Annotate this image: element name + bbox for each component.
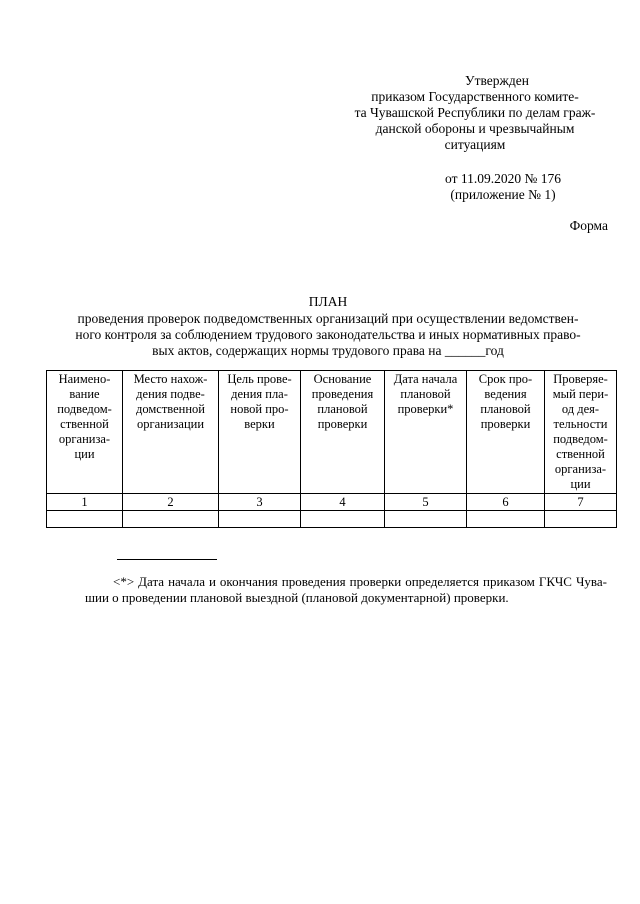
table-cell [47,511,123,528]
document-title [48,294,608,359]
footnote-divider [117,559,217,560]
title-heading: ПЛАН [308,294,348,309]
approval-line: Утвержден [465,73,529,88]
column-number: 3 [219,494,301,511]
column-number: 5 [385,494,467,511]
footnote: <*> Дата начала и окончания проведения проверки определяется приказом ГКЧС Чува-шии о проведении плановой выездной (плановой документарной) проверки. [85,574,607,605]
approval-block [340,73,610,203]
title-line: вых актов, содержащих нормы трудового права на ______год [152,343,504,358]
column-number-row [47,494,617,511]
column-number: 4 [301,494,385,511]
column-header: Проверяе-мый пери-од дея-тельности подведом-ственной организа-ции [545,371,617,494]
approval-line: та Чувашской Республики по делам граж- [354,105,596,120]
table-cell [467,511,545,528]
column-number: 2 [123,494,219,511]
title-line: проведения проверок подведомственных организаций при осуществлении ведомствен- [77,311,579,326]
title-line: ного контроля за соблюдением трудового законодательства и иных нормативных право- [75,327,581,342]
table-cell [123,511,219,528]
approval-date: от 11.09.2020 № 176 [445,171,561,186]
column-number: 1 [47,494,123,511]
approval-line: ситуациям [444,137,506,152]
plan-table [46,370,617,528]
approval-line: приказом Государственного комите- [371,89,579,104]
table-header-row [47,371,617,494]
column-header: Наимено-вание подведом-ственной организа-ции [47,371,123,494]
column-number: 6 [467,494,545,511]
approval-appendix: (приложение № 1) [450,187,556,202]
table-cell [219,511,301,528]
table-cell [545,511,617,528]
table-cell [385,511,467,528]
table-row [47,511,617,528]
column-header: Основание проведения плановой проверки [301,371,385,494]
approval-line: данской обороны и чрезвычайным [375,121,575,136]
form-label: Форма [569,218,608,233]
column-header: Место нахож-дения подве-домственной организации [123,371,219,494]
column-number: 7 [545,494,617,511]
column-header: Срок про-ведения плановой проверки [467,371,545,494]
column-header: Цель прове-дения пла-новой про-верки [219,371,301,494]
column-header: Дата начала плановой проверки* [385,371,467,494]
table-cell [301,511,385,528]
